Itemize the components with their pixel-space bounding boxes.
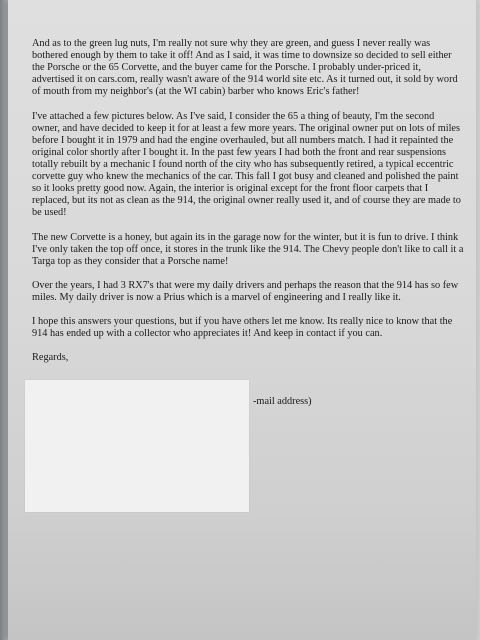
redaction-box <box>25 380 249 512</box>
paragraph-closing-remarks: I hope this answers your questions, but if you have others let me know. Its really nice to know that the 914 has ended up with a collector who appreciates it! And keep in contact if you can. <box>32 316 453 340</box>
paragraph-daily-drivers: Over the years, I had 3 RX7's that were my daily drivers and perhaps the reason that the 914 has so few miles. My daily driver is now a Prius which is a marvel of engineering and I really like it. <box>32 279 459 303</box>
letter-body <box>32 38 464 377</box>
closing-regards: Regards, <box>32 352 69 364</box>
letter-sheet <box>8 0 476 640</box>
paragraph-lug-nuts: And as to the green lug nuts, I'm really not sure why they are green, and guess I never really was bothered enough by them to take it off! And as I said, it was time to downsize so decided to sell either the Porsche or the 65 Corvette, and the buyer came for the Porsche. I probably under-priced it, advertised it on cars.com, really wasn't aware of the 914 world site etc. As it turned out, it sold by word of mouth from my neighbor's (at the WI cabin) barber who knows Eric's father! <box>32 38 458 98</box>
paragraph-new-corvette: The new Corvette is a honey, but again its in the garage now for the winter, but it is fun to drive. I think I've only taken the top off once, it stores in the trunk like the 914. The Chevy people don't like to call it a Targa top as they consider that a Porsche name! <box>32 231 464 267</box>
paragraph-corvette-65: I've attached a few pictures below. As I've said, I consider the 65 a thing of beauty, I'm the second owner, and have decided to keep it for at least a few more years. The original owner put on lots of miles before I bought it in 1979 and had the engine overhauled, but all numbers match. I had it repainted the original color shortly after I bought it. In the past few years I had both the front and rear suspensions totally rebuilt by a mechanic I found north of the city who has subsequently retired, a typical eccentric corvette guy who knew the mechanics of the car. This fall I got busy and cleaned and polished the paint so it looks pretty good now. Again, the interior is original except for the front floor carpets that I replaced, but its not as clean as the 914, the original owner really used it, and of course they are made to be used! <box>32 110 461 219</box>
email-address-fragment: -mail address) <box>253 396 312 407</box>
